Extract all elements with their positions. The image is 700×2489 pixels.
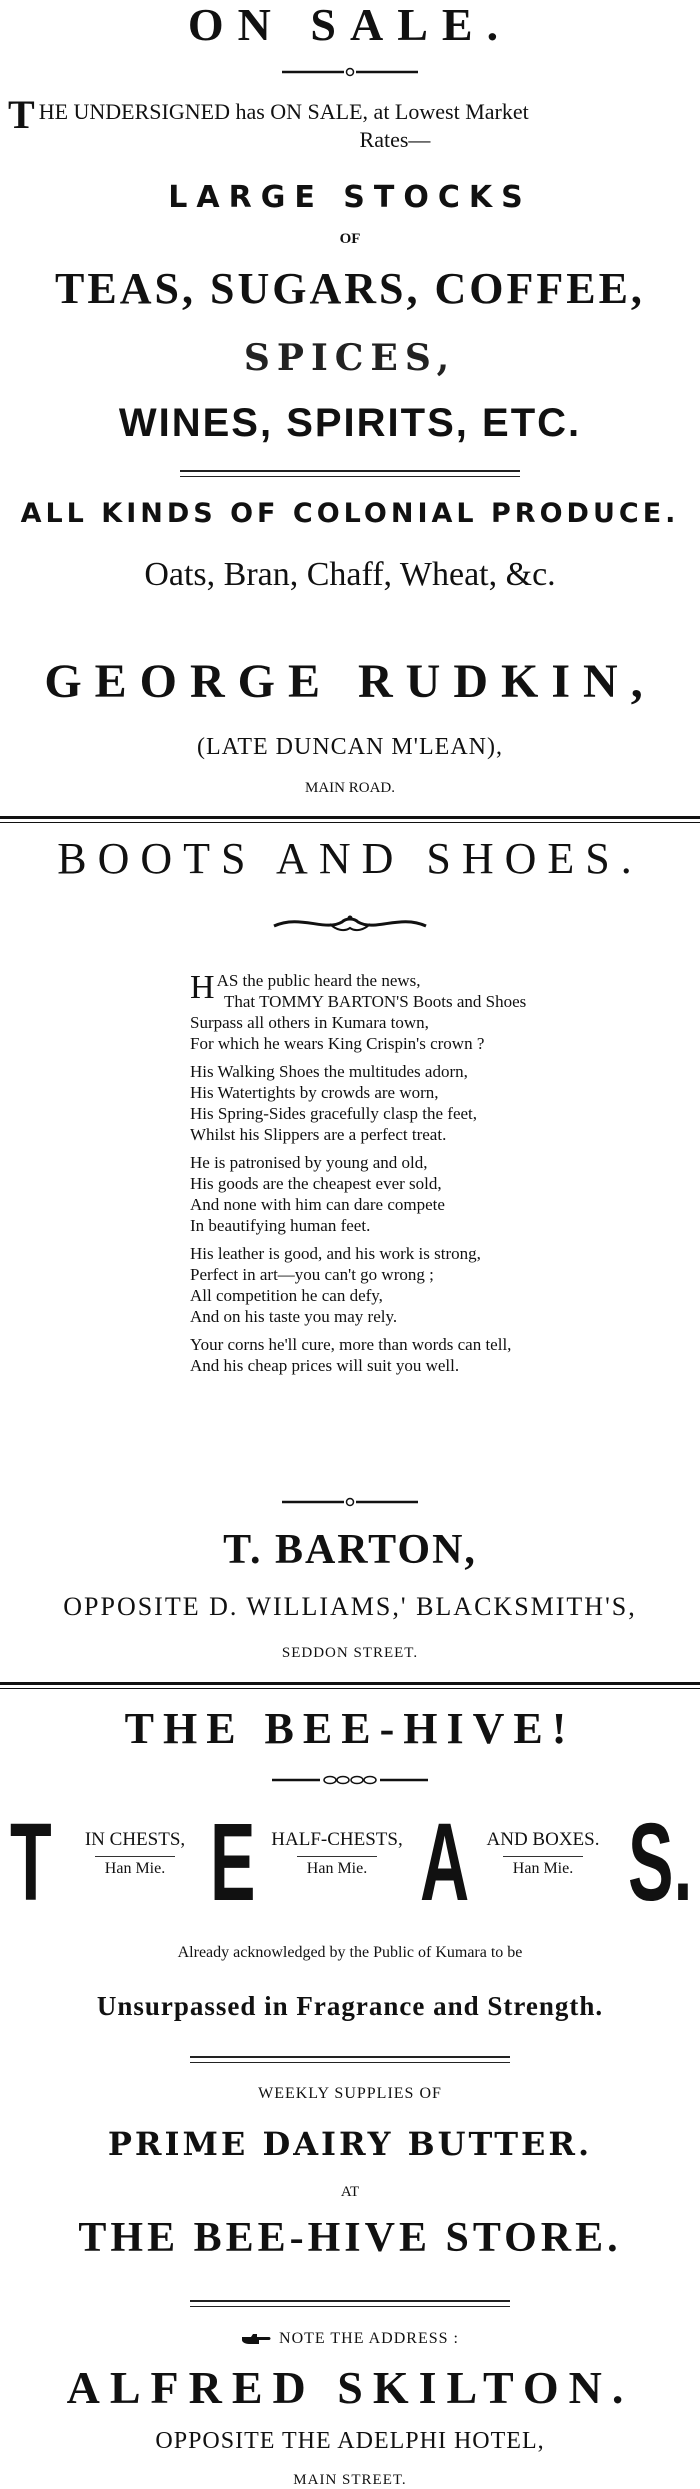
poem-line: Perfect in art—you can't go wrong ; [190, 1265, 434, 1284]
pack-boxes [478, 1828, 608, 1881]
intro-paragraph [8, 92, 692, 154]
big-letter-e: E [210, 1801, 256, 1924]
shoemaker-name: T. BARTON, [223, 1527, 477, 1573]
pack-label: AND BOXES. [486, 1829, 600, 1850]
poem-line: For which he wears King Crispin's crown ? [190, 1034, 485, 1053]
poem-dropcap: H [190, 969, 215, 1006]
poem-stanza [190, 970, 610, 1054]
colonial-produce-line: ALL KINDS OF COLONIAL PRODUCE. [20, 498, 680, 529]
merchant-address: MAIN ROAD. [305, 780, 395, 796]
poem-line: In beautifying human feet. [190, 1216, 371, 1235]
bee-hive-heading: THE BEE-HIVE! [124, 1704, 576, 1753]
swash-ornament [270, 910, 430, 936]
poem-line: He is patronised by young and old, [190, 1153, 428, 1172]
poem-line: His Walking Shoes the multitudes adorn, [190, 1062, 468, 1081]
intro-line-1: HE UNDERSIGNED has ON SALE, at Lowest Market [38, 99, 529, 124]
store-name: THE BEE-HIVE STORE. [78, 2215, 622, 2261]
poem-line: And none with him can dare compete [190, 1195, 445, 1214]
ornamental-rule [280, 62, 420, 82]
poem-stanza [190, 1334, 610, 1376]
merchant-name: GEORGE RUDKIN, [44, 655, 656, 708]
poem-line: His leather is good, and his work is strong, [190, 1244, 481, 1263]
pack-label: IN CHESTS, [84, 1829, 186, 1850]
poem-line: Surpass all others in Kumara town, [190, 1013, 429, 1032]
intro-dropcap: T [8, 92, 35, 137]
poem-line: All competition he can defy, [190, 1286, 383, 1305]
unsurpassed-line: Unsurpassed in Fragrance and Strength. [96, 1991, 604, 2021]
poem-line: And on his taste you may rely. [190, 1307, 398, 1326]
section-divider [0, 1682, 700, 1689]
pointing-hand-icon [241, 2333, 271, 2345]
pack-label: HALF-CHESTS, [271, 1829, 403, 1850]
oats-bran-line: Oats, Bran, Chaff, Wheat, &c. [144, 556, 556, 593]
teas-sugars-coffee-line: TEAS, SUGARS, COFFEE, [55, 264, 645, 313]
shoemaker-location: OPPOSITE D. WILLIAMS,' BLACKSMITH'S, [63, 1592, 637, 1621]
boots-poem [190, 970, 610, 1383]
spices-line: SPICES, [243, 337, 457, 379]
wines-spirits-line: WINES, SPIRITS, ETC. [118, 401, 582, 445]
intro-line-2: Rates— [359, 127, 431, 152]
poem-line: AS the public heard the news, [216, 971, 421, 990]
note-address-text: NOTE THE ADDRESS : [279, 2330, 459, 2347]
pack-chests [70, 1828, 200, 1881]
poem-line: That TOMMY BARTON'S Boots and Shoes [224, 992, 527, 1011]
acknowledged-line: Already acknowledged by the Public of Kumara to be [177, 1944, 523, 1961]
dairy-butter-line: PRIME DAIRY BUTTER. [107, 2125, 593, 2163]
big-letter-s: S. [628, 1801, 693, 1924]
big-letter-a: A [420, 1801, 470, 1924]
double-rule [190, 2300, 510, 2307]
poem-stanza [190, 1061, 610, 1145]
proprietor-location: OPPOSITE THE ADELPHI HOTEL, [155, 2428, 545, 2454]
double-rule [180, 470, 520, 477]
proprietor-name: ALFRED SKILTON. [66, 2362, 634, 2413]
boots-and-shoes-heading: BOOTS AND SHOES. [57, 834, 643, 883]
former-owner-line: (LATE DUNCAN M'LEAN), [197, 734, 503, 760]
pack-brand: Han Mie. [104, 1860, 166, 1877]
poem-stanza [190, 1152, 610, 1236]
pack-half-chests [262, 1828, 412, 1881]
big-letter-t: T [10, 1801, 52, 1924]
of-label: OF [339, 231, 361, 247]
pack-brand: Han Mie. [512, 1860, 574, 1877]
large-stocks-heading: LARGE STOCKS [168, 180, 532, 215]
poem-line: His Spring-Sides gracefully clasp the feet, [190, 1104, 478, 1123]
ornamental-rule [280, 1492, 420, 1512]
poem-stanza [190, 1243, 610, 1327]
poem-line: Whilst his Slippers are a perfect treat. [190, 1125, 447, 1144]
on-sale-heading: ON SALE. [187, 0, 513, 50]
weekly-supplies-line: WEEKLY SUPPLIES OF [258, 2085, 442, 2102]
poem-line: His Watertights by crowds are worn, [190, 1083, 439, 1102]
chain-ornament [270, 1770, 430, 1790]
section-divider [0, 816, 700, 823]
poem-line: And his cheap prices will suit you well. [190, 1356, 460, 1375]
poem-line: Your corns he'll cure, more than words can tell, [190, 1335, 512, 1354]
poem-line: His goods are the cheapest ever sold, [190, 1174, 442, 1193]
at-label: AT [340, 2184, 360, 2200]
note-address-line [0, 2328, 700, 2350]
proprietor-street: MAIN STREET. [293, 2472, 407, 2488]
shoemaker-street: SEDDON STREET. [281, 1645, 419, 1661]
double-rule [190, 2056, 510, 2063]
pack-brand: Han Mie. [306, 1860, 368, 1877]
